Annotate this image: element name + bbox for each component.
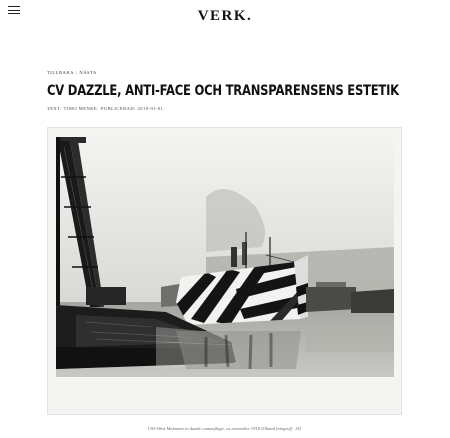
article-title: CV DAZZLE, ANTI-FACE OCH TRANSPARENSENS ESTETIK (47, 83, 399, 99)
next-link[interactable]: NÄSTA (79, 70, 97, 75)
byline (47, 106, 403, 111)
back-link[interactable]: TILLBAKA (47, 70, 74, 75)
article-figure (47, 127, 402, 415)
byline-author: TEXT: TIMO MENKE. (47, 106, 99, 111)
figure-caption (47, 426, 402, 431)
caption-text: USS West Mahomet in dazzle camouflage, ca november 1918 (Okänd fotograf) (147, 426, 293, 431)
site-logo[interactable]: VERK. (197, 8, 253, 24)
breadcrumb-separator: | (75, 70, 78, 75)
dazzle-ship-photo (56, 137, 394, 377)
footnote-link[interactable]: [4] (295, 426, 302, 431)
breadcrumb (47, 70, 403, 75)
byline-published: PUBLICERAD: 2019-01-01. (100, 106, 166, 111)
article-header (47, 70, 403, 111)
article-photo (56, 137, 394, 377)
